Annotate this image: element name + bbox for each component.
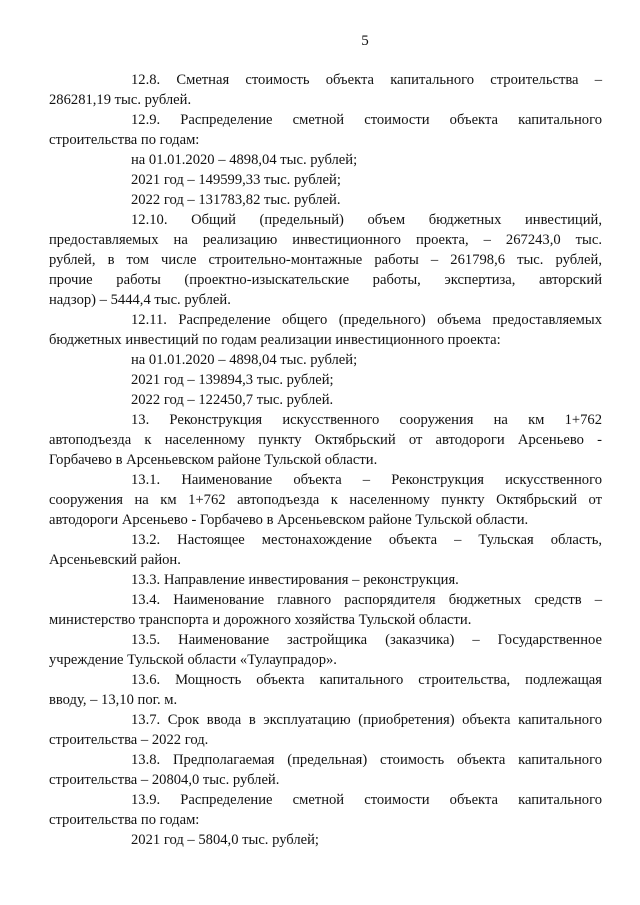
paragraph-line: предоставляемых на реализацию инвестиционного проекта, – 267243,0 тыс. — [49, 232, 602, 248]
paragraph-line: автодороги Арсеньево - Горбачево в Арсеньевском районе Тульской области. — [49, 512, 529, 528]
paragraph — [49, 790, 602, 830]
paragraph-line: 13.6. Мощность объекта капитального строительства, подлежащая — [131, 672, 602, 688]
paragraph — [49, 410, 602, 470]
paragraph — [49, 750, 602, 790]
paragraph-line: 12.8. Сметная стоимость объекта капитального строительства – — [131, 72, 602, 88]
paragraph — [49, 530, 602, 570]
paragraph-line: 13.8. Предполагаемая (предельная) стоимость объекта капитального — [131, 752, 602, 768]
paragraph-line: 12.10. Общий (предельный) объем бюджетных инвестиций, — [131, 212, 602, 228]
list-item: 2022 год – 122450,7 тыс. рублей. — [131, 392, 334, 408]
list-item: 13.3. Направление инвестирования – реконструкция. — [131, 572, 459, 588]
list-item: 2021 год – 139894,3 тыс. рублей; — [131, 372, 334, 388]
paragraph — [49, 710, 602, 750]
paragraph-line: 13.4. Наименование главного распорядителя бюджетных средств – — [131, 592, 602, 608]
paragraph-line: 13.2. Настоящее местонахождение объекта – Тульская область, — [131, 532, 602, 548]
paragraph-line: надзор) – 5444,4 тыс. рублей. — [49, 292, 231, 308]
paragraph-line: бюджетных инвестиций по годам реализации инвестиционного проекта: — [49, 332, 501, 348]
list-item: на 01.01.2020 – 4898,04 тыс. рублей; — [131, 352, 358, 368]
paragraph-line: строительства – 2022 год. — [49, 732, 209, 748]
paragraph — [49, 590, 602, 630]
paragraph-line: вводу, – 13,10 пог. м. — [49, 692, 178, 708]
paragraph-line: Горбачево в Арсеньевском районе Тульской области. — [49, 452, 378, 468]
paragraph-line: 12.11. Распределение общего (предельного) объема предоставляемых — [131, 312, 602, 328]
paragraph-line: прочие работы (проектно-изыскательские работы, экспертиза, авторский — [49, 272, 602, 288]
paragraph — [49, 670, 602, 710]
document-body — [49, 70, 602, 850]
paragraph-line: 12.9. Распределение сметной стоимости объекта капитального — [131, 112, 602, 128]
paragraph-line: 13.1. Наименование объекта – Реконструкция искусственного — [131, 472, 602, 488]
paragraph — [49, 310, 602, 350]
paragraph-line: 13.7. Срок ввода в эксплуатацию (приобретения) объекта капитального — [131, 712, 602, 728]
paragraph-line: 286281,19 тыс. рублей. — [49, 92, 192, 108]
paragraph — [49, 70, 602, 110]
list-item: 2022 год – 131783,82 тыс. рублей. — [131, 192, 341, 208]
paragraph-line: 13.9. Распределение сметной стоимости объекта капитального — [131, 792, 602, 808]
paragraph-line: автоподъезда к населенному пункту Октябрьский от автодороги Арсеньево - — [49, 432, 602, 448]
paragraph-line: министерство транспорта и дорожного хозяйства Тульской области. — [49, 612, 472, 628]
paragraph-line: 13.5. Наименование застройщика (заказчика) – Государственное — [131, 632, 602, 648]
paragraph — [49, 630, 602, 670]
paragraph-line: Арсеньевский район. — [49, 552, 181, 568]
list-item: на 01.01.2020 – 4898,04 тыс. рублей; — [131, 152, 358, 168]
paragraph-line: учреждение Тульской области «Тулаупрадор». — [49, 652, 337, 668]
paragraph-line: строительства по годам: — [49, 812, 200, 828]
paragraph — [49, 210, 602, 310]
paragraph-line: 13. Реконструкция искусственного сооружения на км 1+762 — [131, 412, 602, 428]
paragraph-line: рублей, в том числе строительно-монтажные работы – 261798,6 тыс. рублей, — [49, 252, 602, 268]
paragraph — [49, 470, 602, 530]
paragraph-line: строительства по годам: — [49, 132, 200, 148]
paragraph-line: сооружения на км 1+762 автоподъезда к населенному пункту Октябрьский от — [49, 492, 602, 508]
page-number: 5 — [361, 33, 369, 49]
paragraph — [49, 110, 602, 150]
list-item: 2021 год – 149599,33 тыс. рублей; — [131, 172, 341, 188]
paragraph-line: строительства – 20804,0 тыс. рублей. — [49, 772, 280, 788]
list-item: 2021 год – 5804,0 тыс. рублей; — [131, 832, 319, 848]
